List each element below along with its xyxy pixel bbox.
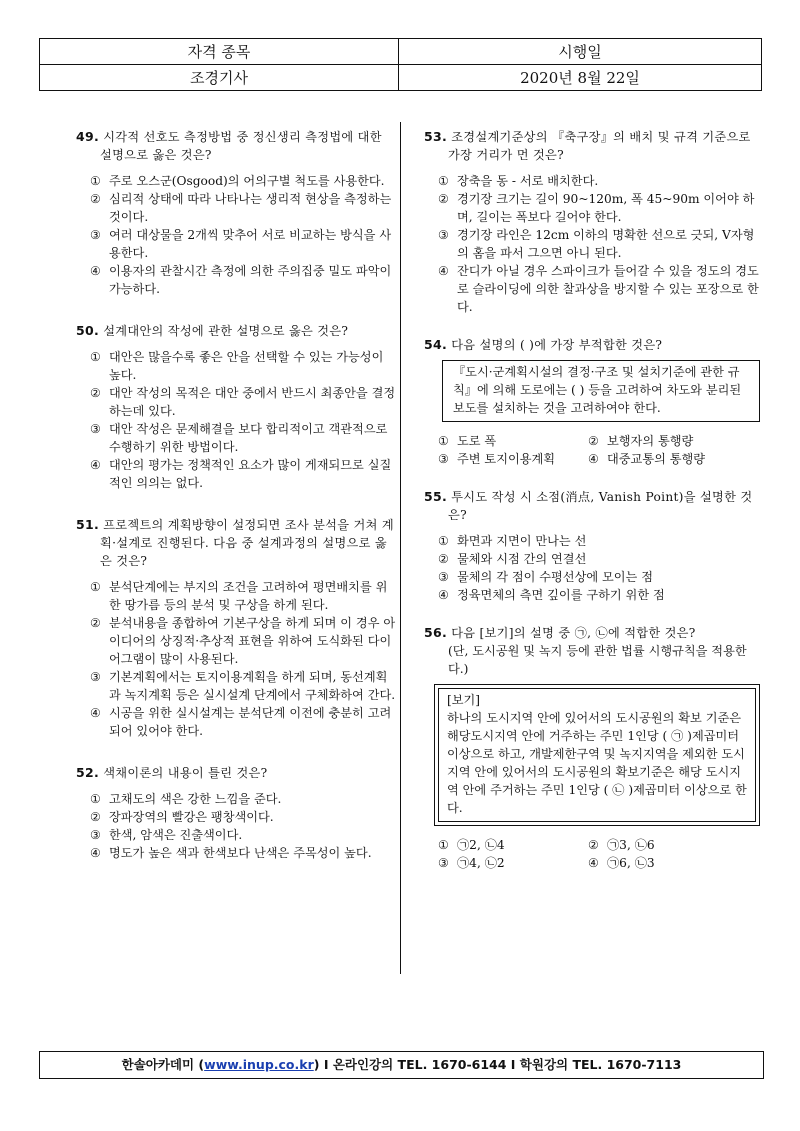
question-55-options [438, 532, 764, 604]
option-3[interactable]: ③ 한색, 암색은 진출색이다. [90, 828, 243, 842]
option-1[interactable]: ① 분석단계에는 부지의 조건을 고려하여 평면배치를 위한 땅가름 등의 분석 및 구상을 하게 된다. [90, 580, 388, 612]
option-4[interactable]: ④ 대중교통의 통행량 [588, 452, 706, 466]
option-2[interactable]: ② 심리적 상태에 따라 나타나는 생리적 현상을 측정하는 것이다. [90, 192, 392, 224]
option-1[interactable]: ① ㉠2, ㉡4 [438, 838, 505, 852]
option-4[interactable]: ④ 명도가 높은 색과 한색보다 난색은 주목성이 높다. [90, 846, 372, 860]
option-2[interactable]: ② 보행자의 통행량 [588, 434, 694, 448]
question-53-options [438, 172, 764, 316]
question-text: 투시도 작성 시 소점(消点, Vanish Point)을 설명한 것은? [448, 490, 753, 522]
option-1[interactable]: ① 주로 오스군(Osgood)의 어의구별 척도를 사용한다. [90, 174, 385, 188]
question-50 [76, 322, 398, 492]
question-text: 다음 [보기]의 설명 중 ㉠, ㉡에 적합한 것은? [451, 626, 696, 640]
option-2[interactable]: ② 장파장역의 빨강은 팽창색이다. [90, 810, 274, 824]
question-56-note: (단, 도시공원 및 녹지 등에 관한 법률 시행규칙을 적용한다.) [448, 644, 747, 676]
option-1[interactable]: ① 도로 폭 [438, 434, 497, 448]
question-56 [424, 624, 764, 872]
question-52-options [90, 790, 398, 862]
question-49-options [90, 172, 398, 298]
header-date: 2020년 8월 22일 [399, 65, 762, 91]
option-3[interactable]: ③ 주변 토지이용계획 [438, 452, 556, 466]
question-number: 53. [424, 129, 448, 144]
left-column [76, 128, 398, 884]
option-1[interactable]: ① 장축을 동 - 서로 배치한다. [438, 174, 599, 188]
question-49-stem [76, 128, 398, 164]
question-55-stem [424, 488, 764, 524]
question-text: 조경설계기준상의 『축구장』의 배치 및 규격 기준으로 가장 거리가 먼 것은? [448, 130, 751, 162]
question-56-stem [424, 624, 764, 642]
option-3[interactable]: ③ 경기장 라인은 12cm 이하의 명확한 선으로 긋되, V자형의 홈을 파서 그으면 아니 된다. [438, 228, 755, 260]
question-50-stem [76, 322, 398, 340]
question-number: 55. [424, 489, 448, 504]
option-2[interactable]: ② ㉠3, ㉡6 [588, 838, 655, 852]
question-number: 52. [76, 765, 100, 780]
option-3[interactable]: ③ 기본계획에서는 토지이용계획을 하게 되며, 동선계획과 녹지계획 등은 실시설계 단계에서 구체화하여 간다. [90, 670, 396, 702]
question-55 [424, 488, 764, 604]
question-number: 51. [76, 517, 100, 532]
question-54 [424, 336, 764, 468]
exam-header-table [39, 38, 762, 91]
passage-text: 『도시·군계획시설의 결정·구조 및 설치기준에 관한 규칙』에 의해 도로에는 ( ) 등을 고려하여 차도와 분리된 보도를 설치하는 것을 고려하여야 한다. [453, 365, 742, 415]
question-52-stem [76, 764, 398, 782]
option-4[interactable]: ④ ㉠6, ㉡3 [588, 856, 655, 870]
question-50-options [90, 348, 398, 492]
footer-website-link[interactable]: www.inup.co.kr [204, 1057, 314, 1072]
footer-bar [39, 1051, 764, 1079]
option-4[interactable]: ④ 대안의 평가는 정책적인 요소가 많이 게재되므로 실질적인 의의는 없다. [90, 458, 392, 490]
question-text: 시각적 선호도 측정방법 중 정신생리 측정법에 대한 설명으로 옳은 것은? [100, 130, 382, 162]
option-2[interactable]: ② 분석내용을 종합하여 기본구상을 하게 되며 이 경우 아이디어의 상징적·추상적 표현을 위하여 도식화된 다이어그램이 많이 사용된다. [90, 616, 396, 666]
question-text: 다음 설명의 ( )에 가장 부적합한 것은? [451, 338, 663, 352]
question-number: 49. [76, 129, 100, 144]
option-1[interactable]: ① 화면과 지면이 만나는 선 [438, 534, 587, 548]
option-2[interactable]: ② 경기장 크기는 길이 90~120m, 폭 45~90m 이어야 하며, 길이는 폭보다 길어야 한다. [438, 192, 755, 224]
question-text: 색채이론의 내용이 틀린 것은? [103, 766, 268, 780]
question-54-stem [424, 336, 764, 354]
footer-academy: 한솔아카데미 ( [121, 1057, 205, 1072]
example-box-title: [보기] [447, 693, 481, 707]
option-2[interactable]: ② 물체와 시점 간의 연결선 [438, 552, 587, 566]
question-49 [76, 128, 398, 298]
option-3[interactable]: ③ ㉠4, ㉡2 [438, 856, 505, 870]
question-53 [424, 128, 764, 316]
header-subject: 조경기사 [40, 65, 399, 91]
option-3[interactable]: ③ 대안 작성은 문제해결을 보다 합리적이고 객관적으로 수행하기 위한 방법이다. [90, 422, 388, 454]
option-2[interactable]: ② 대안 작성의 목적은 대안 중에서 반드시 최종안을 결정하는데 있다. [90, 386, 396, 418]
option-4[interactable]: ④ 시공을 위한 실시설계는 분석단계 이전에 충분히 고려되어 있어야 한다. [90, 706, 392, 738]
question-text: 설계대안의 작성에 관한 설명으로 옳은 것은? [103, 324, 349, 338]
question-text: 프로젝트의 계획방향이 설정되면 조사 분석을 거쳐 계획·설계로 진행된다. 다음 중 설계과정의 설명으로 옳은 것은? [100, 518, 394, 568]
option-3[interactable]: ③ 물체의 각 점이 수평선상에 모이는 점 [438, 570, 653, 584]
question-number: 54. [424, 337, 448, 352]
right-column [424, 128, 764, 894]
question-51-options [90, 578, 398, 740]
question-56-example-box [434, 684, 760, 826]
question-number: 56. [424, 625, 448, 640]
option-4[interactable]: ④ 정육면체의 측면 깊이를 구하기 위한 점 [438, 588, 665, 602]
header-label-subject: 자격 종목 [40, 39, 399, 65]
footer-contact: ) I 온라인강의 TEL. 1670-6144 I 학원강의 TEL. 1670-7113 [313, 1057, 682, 1072]
option-1[interactable]: ① 대안은 많을수록 좋은 안을 선택할 수 있는 가능성이 높다. [90, 350, 384, 382]
question-number: 50. [76, 323, 100, 338]
question-51-stem [76, 516, 398, 570]
question-51 [76, 516, 398, 740]
option-4[interactable]: ④ 이용자의 관찰시간 측정에 의한 주의집중 밀도 파악이 가능하다. [90, 264, 392, 296]
question-54-options [438, 432, 764, 468]
option-4[interactable]: ④ 잔디가 아닐 경우 스파이크가 들어갈 수 있을 정도의 경도로 슬라이딩에 의한 찰과상을 방지할 수 있는 포장으로 한다. [438, 264, 759, 314]
header-label-date: 시행일 [399, 39, 762, 65]
example-box-inner [438, 688, 756, 822]
question-56-options [438, 836, 764, 872]
question-54-passage-box [442, 360, 760, 422]
question-53-stem [424, 128, 764, 164]
example-box-text: 하나의 도시지역 안에 있어서의 도시공원의 확보 기준은 해당도시지역 안에 거주하는 주민 1인당 ( ㉠ )제곱미터 이상으로 하고, 개발제한구역 및 녹지지역을 제외한 도시지역 안에 있어서의 도시공원의 확보기준은 해당 도시지역 안에 주거하는 주민 1인당 ( ㉡ )제곱미터 이상으로 한다. [447, 711, 747, 815]
option-1[interactable]: ① 고채도의 색은 강한 느낌을 준다. [90, 792, 282, 806]
column-divider [400, 122, 401, 974]
option-3[interactable]: ③ 여러 대상물을 2개씩 맞추어 서로 비교하는 방식을 사용한다. [90, 228, 392, 260]
question-52 [76, 764, 398, 862]
